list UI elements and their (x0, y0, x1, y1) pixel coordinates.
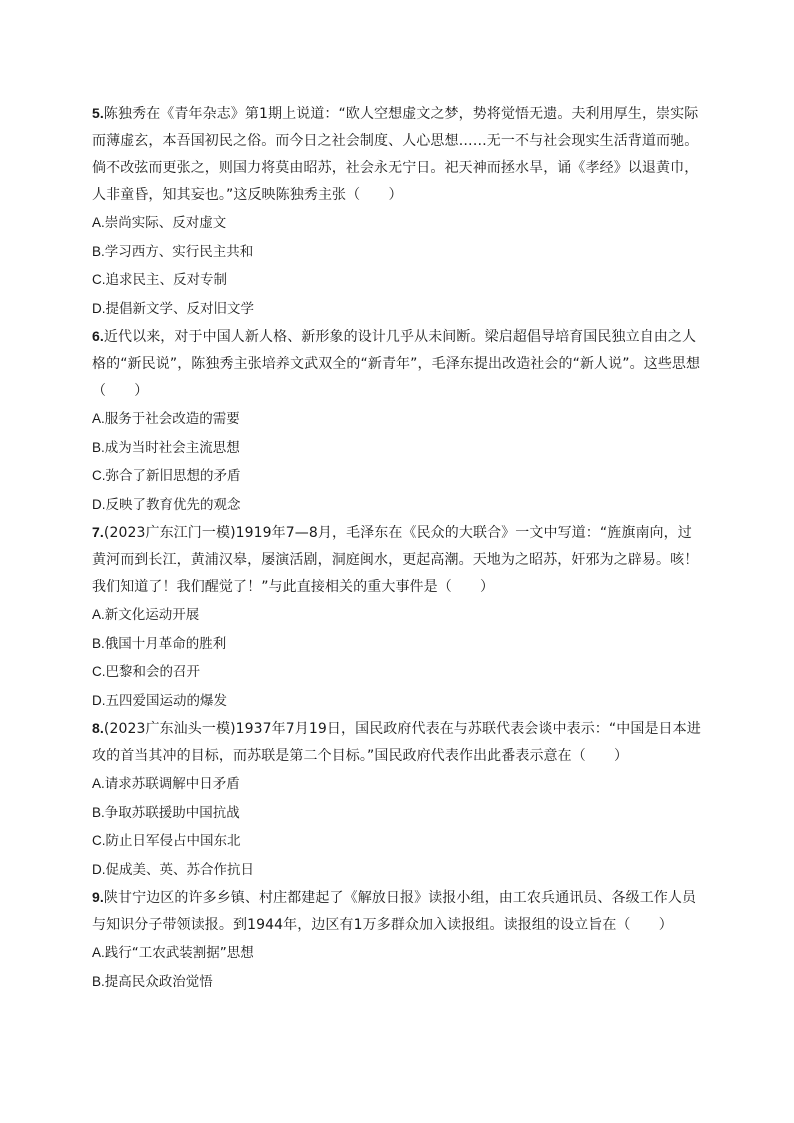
question-6 (92, 323, 702, 519)
option-a (92, 209, 702, 238)
option-text: 践行“工农武装割据”思想 (104, 945, 254, 961)
option-text: 学习西方、实行民主共和 (104, 243, 254, 260)
option-text: 提倡新文学、反对旧文学 (105, 300, 254, 317)
option-text: 争取苏联援助中国抗战 (104, 804, 240, 821)
option-letter: C. (92, 468, 106, 483)
question-text: (2023广东汕头一模)1937年7月19日，国民政府代表在与苏联代表会谈中表示：“中国是日本进攻的首当其冲的目标，而苏联是第二个目标。”国民政府代表作出此番表示意在（ ） (92, 721, 701, 764)
question-text: 近代以来，对于中国人新人格、新形象的设计几乎从未间断。梁启超倡导培育国民独立自由之人格的“新民说”，陈独秀主张培养文武双全的“新青年”，毛泽东提出改造社会的“新人说”。这些思想（ ） (92, 329, 701, 399)
option-letter: D. (92, 861, 106, 877)
option-letter: B. (92, 973, 105, 989)
question-5 (92, 100, 702, 323)
option-b (92, 799, 702, 828)
option-text: 俄国十月革命的胜利 (104, 635, 227, 652)
option-letter: B. (92, 804, 105, 820)
option-a (92, 770, 702, 799)
option-letter: A. (92, 776, 105, 791)
option-d (92, 295, 702, 324)
option-letter: D. (92, 496, 106, 512)
question-number: 6. (92, 328, 104, 344)
question-number: 8. (92, 720, 104, 736)
option-d (92, 687, 702, 716)
option-text: 五四爱国运动的爆发 (105, 692, 227, 709)
option-text: 反映了教育优先的观念 (105, 496, 241, 513)
option-c (92, 658, 702, 687)
option-c (92, 462, 702, 491)
option-text: 追求民主、反对专制 (105, 272, 227, 288)
option-b (92, 968, 702, 997)
option-letter: C. (92, 664, 106, 679)
option-text: 巴黎和会的召开 (105, 664, 200, 680)
option-letter: A. (92, 607, 105, 622)
option-a (92, 939, 702, 968)
option-text: 促成美、英、苏合作抗日 (105, 861, 254, 878)
option-b (92, 238, 702, 267)
question-stem (92, 100, 702, 209)
question-8 (92, 715, 702, 884)
option-d (92, 856, 702, 885)
question-number: 7. (92, 524, 104, 540)
question-text: 陈独秀在《青年杂志》第1期上说道：“欧人空想虚文之梦，势将觉悟无遗。夫利用厚生，崇实际而薄虚玄，本吾国初民之俗。而今日之社会制度、人心思想……无一不与社会现实生活背道而驰。倘不改弦而更张之，则国力将莫由昭苏，社会永无宁日。祀天神而拯水旱，诵《孝经》以退黄巾，人非童昏，知其妄也。”这反映陈独秀主张（ ） (92, 106, 699, 203)
option-b (92, 630, 702, 659)
option-a (92, 405, 702, 434)
option-b (92, 434, 702, 463)
exam-page (92, 100, 702, 996)
option-text: 请求苏联调解中日矛盾 (104, 776, 240, 792)
question-text: 陕甘宁边区的许多乡镇、村庄都建起了《解放日报》读报小组，由工农兵通讯员、各级工作人员与知识分子带领读报。到1944年，边区有1万多群众加入读报组。读报组的设立旨在（ ） (92, 890, 697, 933)
option-c (92, 266, 702, 295)
question-7 (92, 519, 702, 715)
option-text: 防止日军侵占中国东北 (105, 833, 241, 849)
option-letter: B. (92, 243, 105, 259)
question-9 (92, 884, 702, 996)
option-letter: D. (92, 300, 106, 316)
option-letter: C. (92, 833, 106, 848)
option-letter: A. (92, 411, 105, 426)
option-letter: A. (92, 215, 105, 230)
option-letter: B. (92, 635, 105, 651)
option-letter: B. (92, 439, 105, 455)
option-letter: A. (92, 945, 105, 960)
option-text: 服务于社会改造的需要 (104, 411, 240, 427)
question-number: 9. (92, 889, 104, 905)
option-letter: D. (92, 692, 106, 708)
option-a (92, 601, 702, 630)
option-text: 弥合了新旧思想的矛盾 (105, 468, 241, 484)
question-stem (92, 715, 702, 770)
question-stem (92, 323, 702, 405)
question-text: (2023广东江门一模)1919年7—8月，毛泽东在《民众的大联合》一文中写道：“旌旗南向，过黄河而到长江，黄浦汉皋，屡演活剧，洞庭闽水，更起高潮。天地为之昭苏，奸邪为之辟易。咳！我们知道了！我们醒觉了！”与此直接相关的重大事件是（ ） (92, 525, 699, 595)
question-stem (92, 519, 702, 601)
option-text: 成为当时社会主流思想 (104, 439, 240, 456)
question-stem (92, 884, 702, 939)
option-c (92, 827, 702, 856)
option-text: 新文化运动开展 (104, 607, 200, 623)
option-text: 崇尚实际、反对虚文 (104, 215, 227, 231)
option-d (92, 491, 702, 520)
option-text: 提高民众政治觉悟 (104, 973, 213, 990)
option-letter: C. (92, 272, 106, 287)
question-number: 5. (92, 105, 104, 121)
